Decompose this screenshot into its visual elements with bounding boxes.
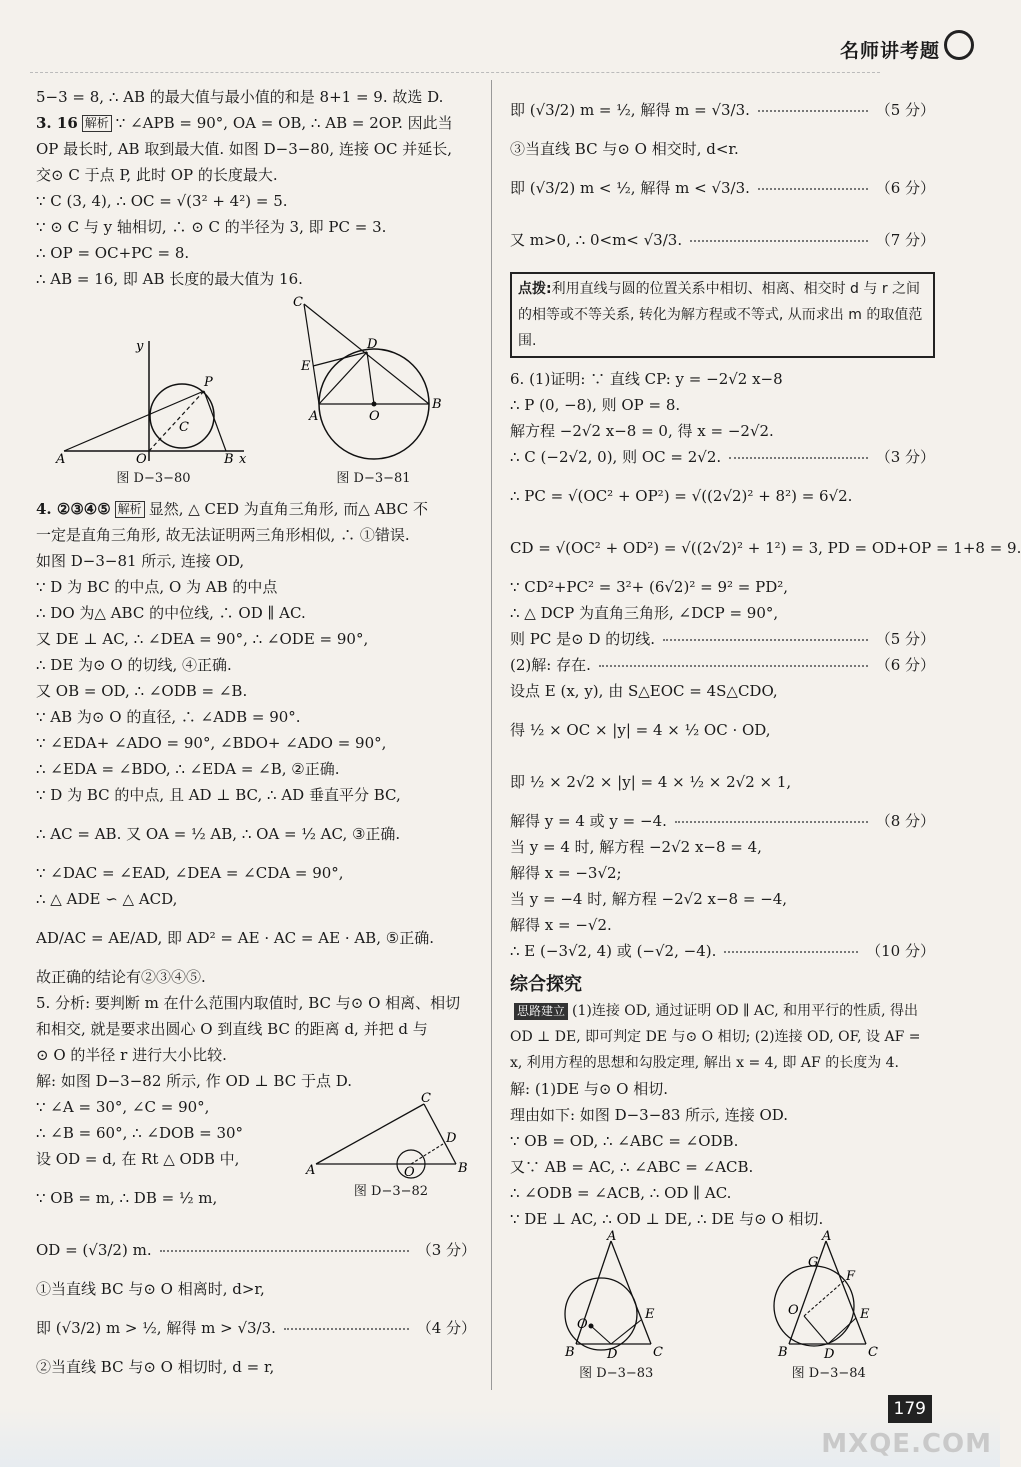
line-text: 5−3 = 8, ∴ AB 的最大值与最小值的和是 8+1 = 9. 故选 D. <box>36 88 444 106</box>
thinking-tag: 思路建立 <box>514 1003 568 1020</box>
text-line <box>36 652 476 678</box>
figure-80-caption: 图 D−3−80 <box>116 471 191 486</box>
dot-leader <box>729 456 868 459</box>
dot-leader <box>758 187 868 190</box>
line-text: ∴ OP = OC+PC = 8. <box>36 244 190 262</box>
page-number: 179 <box>888 1395 932 1423</box>
line-text: ∴ PC = √(OC² + OP²) = √((2√2)² + 8²) = 6√2. <box>510 487 853 505</box>
figure-83-graphic <box>551 1229 681 1362</box>
figure-80-graphic <box>54 336 254 466</box>
svg-text:B: B <box>458 1161 468 1176</box>
text-line <box>510 678 935 704</box>
text-line <box>36 266 476 292</box>
text-line <box>36 704 476 730</box>
line-text: ∵ ∠APB = 90°, OA = OB, ∴ AB = 2OP. 因此当 <box>115 114 453 132</box>
svg-text:C: C <box>178 420 189 435</box>
line-text: ∵ OB = OD, ∴ ∠ABC = ∠ODB. <box>510 1132 739 1150</box>
text-line <box>36 1302 476 1354</box>
tip-box <box>510 272 935 358</box>
line-text: 和相交, 就是要求出圆心 O 到直线 BC 的距离 d, 并把 d 与 <box>36 1020 428 1038</box>
line-text: CD = √(OC² + OD²) = √((2√2)² + 1²) = 3, PD = OD+OP = 1+8 = 9. <box>510 539 1021 557</box>
line-text: 则 PC 是⊙ D 的切线. <box>510 630 656 648</box>
text-line <box>36 600 476 626</box>
line-text: ∵ OB = m, ∴ DB = ½ m, <box>36 1189 218 1207</box>
score-mark: （8 分） <box>875 812 935 830</box>
line-text: ∵ C (3, 4), ∴ OC = √(3² + 4²) = 5. <box>36 192 288 210</box>
svg-text:D: D <box>446 1131 457 1146</box>
text-line <box>510 1206 935 1232</box>
text-line <box>36 110 476 136</box>
svg-text:C: C <box>653 1345 664 1360</box>
line-text: ∵ DE ⊥ AC, ∴ OD ⊥ DE, ∴ DE 与⊙ O 相切. <box>510 1210 824 1228</box>
text-line <box>510 418 935 444</box>
line-text: ∴ AC = AB. 又 OA = ½ AB, ∴ OA = ½ AC, ③正确. <box>36 825 401 843</box>
text-line <box>36 522 476 548</box>
svg-text:x: x <box>238 452 246 467</box>
line-text: 当 y = −4 时, 解方程 −2√2 x−8 = −4, <box>510 890 788 908</box>
text-line <box>510 1128 935 1154</box>
svg-text:E: E <box>645 1307 655 1322</box>
score-mark: （4 分） <box>416 1319 476 1337</box>
line-text: ∴ ∠EDA = ∠BDO, ∴ ∠EDA = ∠B, ②正确. <box>36 760 340 778</box>
text-line <box>36 990 476 1016</box>
line-text: 解方程 −2√2 x−8 = 0, 得 x = −2√2. <box>510 422 774 440</box>
svg-text:y: y <box>135 339 143 354</box>
line-text: ∵ CD²+PC² = 3²+ (6√2)² = 9² = PD², <box>510 578 789 596</box>
text-line <box>36 136 476 162</box>
analysis-tag: 解析 <box>115 501 145 518</box>
line-text: 当 y = 4 时, 解方程 −2√2 x−8 = 4, <box>510 838 762 856</box>
line-text: ∴ E (−3√2, 4) 或 (−√2, −4). <box>510 942 717 960</box>
figure-row-83-84 <box>510 1229 935 1387</box>
line-text: ∵ D 为 BC 的中点, 且 AD ⊥ BC, ∴ AD 垂直平分 BC, <box>36 786 401 804</box>
svg-text:O: O <box>577 1317 588 1332</box>
line-text: ①当直线 BC 与⊙ O 相离时, d>r, <box>36 1280 265 1298</box>
text-line <box>510 652 935 678</box>
text-line <box>510 1076 935 1102</box>
text-line <box>510 84 935 136</box>
svg-text:C: C <box>292 295 303 310</box>
line-text: 又 m>0, ∴ 0<m< √3/3. <box>510 231 683 249</box>
line-text: ∴ DO 为△ ABC 的中位线, ∴ OD ∥ AC. <box>36 604 306 622</box>
line-text: ③当直线 BC 与⊙ O 相交时, d<r. <box>510 140 739 158</box>
dot-leader <box>663 638 868 641</box>
problem-number: 3. 16 <box>36 114 78 132</box>
line-text: 解: (1)DE 与⊙ O 相切. <box>510 1080 668 1098</box>
text-line <box>36 886 476 912</box>
column-divider <box>491 80 492 1390</box>
svg-text:C: C <box>421 1091 431 1106</box>
text-line <box>36 1042 476 1068</box>
svg-text:B: B <box>565 1345 575 1360</box>
figure-d-3-83 <box>551 1229 681 1387</box>
line-text: 得 ½ × OC × |y| = 4 × ½ OC · OD, <box>510 721 771 739</box>
dot-leader <box>758 109 868 112</box>
text-line <box>510 574 935 600</box>
line-text: ∵ ∠A = 30°, ∠C = 90°, <box>36 1098 210 1116</box>
score-mark: （3 分） <box>875 448 935 466</box>
text-line <box>36 678 476 704</box>
text-line <box>36 912 476 964</box>
text-line <box>510 522 1021 574</box>
text-line <box>510 860 935 886</box>
score-mark: （6 分） <box>875 656 935 674</box>
line-text: 设点 E (x, y), 由 S△EOC = 4S△CDO, <box>510 682 778 700</box>
svg-text:A: A <box>55 452 65 467</box>
text-line <box>36 1016 476 1042</box>
line-text: 交⊙ C 于点 P, 此时 OP 的长度最大. <box>36 166 278 184</box>
text-line <box>510 886 935 912</box>
text-line <box>510 834 935 860</box>
figure-81-caption: 图 D−3−81 <box>336 471 411 486</box>
text-line <box>510 912 935 938</box>
text-line <box>510 444 935 470</box>
text-line <box>36 1224 476 1276</box>
text-line <box>36 756 476 782</box>
problem-number: 4. ②③④⑤ <box>36 500 111 518</box>
svg-text:D: D <box>607 1347 618 1362</box>
line-text: OD = (√3/2) m. <box>36 1241 152 1259</box>
brand-title: 名师讲考题 <box>839 40 940 62</box>
line-text: 又 DE ⊥ AC, ∴ ∠DEA = 90°, ∴ ∠ODE = 90°, <box>36 630 369 648</box>
text-line <box>510 1154 935 1180</box>
figure-d-3-84 <box>764 1229 894 1387</box>
line-text: 6. (1)证明: ∵ 直线 CP: y = −2√2 x−8 <box>510 370 783 388</box>
text-line <box>36 84 476 110</box>
text-line <box>510 366 935 392</box>
text-line <box>36 1354 476 1380</box>
score-mark: （3 分） <box>416 1241 476 1259</box>
line-text: AD/AC = AE/AD, 即 AD² = AE · AC = AE · AB, ⑤正确. <box>36 929 434 947</box>
text-line <box>36 1276 476 1302</box>
line-text: 解得 y = 4 或 y = −4. <box>510 812 667 830</box>
svg-text:B: B <box>431 397 442 412</box>
line-text: ∴ C (−2√2, 0), 则 OC = 2√2. <box>510 448 722 466</box>
svg-text:A: A <box>306 1163 316 1178</box>
line-text: 设 OD = d, 在 Rt △ ODB 中, <box>36 1150 240 1168</box>
line-text: ∴ ∠ODB = ∠ACB, ∴ OD ∥ AC. <box>510 1184 732 1202</box>
text-line <box>36 964 476 990</box>
svg-text:D: D <box>366 337 377 352</box>
text-line <box>510 136 935 162</box>
text-line <box>36 496 476 522</box>
text-line <box>510 162 935 214</box>
line-text: 即 ½ × 2√2 × |y| = 4 × ½ × 2√2 × 1, <box>510 773 792 791</box>
text-line <box>36 188 476 214</box>
score-mark: （10 分） <box>866 942 935 960</box>
text-line <box>36 730 476 756</box>
line-text: 如图 D−3−81 所示, 连接 OD, <box>36 552 245 570</box>
text-line <box>510 214 935 266</box>
score-mark: （5 分） <box>875 101 935 119</box>
text-line <box>36 162 476 188</box>
line-text: ∴ AB = 16, 即 AB 长度的最大值为 16. <box>36 270 303 288</box>
text-line <box>510 392 935 418</box>
line-text: ∴ DE 为⊙ O 的切线, ④正确. <box>36 656 232 674</box>
svg-text:A: A <box>607 1229 617 1244</box>
text-line <box>510 808 935 834</box>
line-text: ∴ △ ADE ∽ △ ACD, <box>36 890 178 908</box>
svg-text:O: O <box>368 409 380 424</box>
line-text: 解: 如图 D−3−82 所示, 作 OD ⊥ BC 于点 D. <box>36 1072 352 1090</box>
text-line <box>510 626 935 652</box>
figure-83-caption: 图 D−3−83 <box>579 1366 654 1381</box>
line-text: ∵ AB 为⊙ O 的直径, ∴ ∠ADB = 90°. <box>36 708 301 726</box>
tip-text: 利用直线与圆的位置关系中相切、相离、相交时 d 与 r 之间的相等或不等关系, 转化为解方程或不等式, 从而求出 m 的取值范围. <box>518 281 923 349</box>
thinking-text: (1)连接 OD, 通过证明 OD ∥ AC, 和用平行的性质, 得出 OD ⊥ DE, 即可判定 DE 与⊙ O 相切; (2)连接 OD, OF, 设 AF = x, 利用方程的思想和勾股定理, 解出 x = 4, 即 AF 的长度为 4. <box>510 1003 921 1071</box>
line-text: 理由如下: 如图 D−3−83 所示, 连接 OD. <box>510 1106 789 1124</box>
line-text: 解得 x = −√2. <box>510 916 612 934</box>
figure-d-3-81 <box>289 296 459 492</box>
brand-logo-icon <box>944 30 974 60</box>
text-line <box>510 1180 935 1206</box>
dot-leader <box>599 664 868 667</box>
text-line <box>510 704 935 756</box>
dot-leader <box>675 820 868 823</box>
watermark: MXQE.COM <box>821 1429 992 1459</box>
figure-81-graphic <box>289 296 459 466</box>
text-line <box>36 808 476 860</box>
text-line <box>510 1102 935 1128</box>
dot-leader <box>690 239 868 242</box>
dot-leader <box>284 1327 409 1330</box>
figure-d-3-80 <box>54 336 254 492</box>
text-line <box>36 1068 476 1094</box>
text-line <box>36 860 476 886</box>
svg-text:B: B <box>777 1345 788 1360</box>
dot-leader <box>160 1249 409 1252</box>
thinking-paragraph <box>510 998 935 1076</box>
figure-84-caption: 图 D−3−84 <box>791 1366 866 1381</box>
svg-text:O: O <box>787 1303 799 1318</box>
text-line <box>36 574 476 600</box>
svg-text:O: O <box>135 452 147 467</box>
line-text: 解得 x = −3√2; <box>510 864 622 882</box>
text-line <box>36 548 476 574</box>
figure-84-graphic <box>764 1229 894 1362</box>
line-text: (2)解: 存在. <box>510 656 591 674</box>
text-line <box>36 782 476 808</box>
line-text: 又∵ AB = AC, ∴ ∠ABC = ∠ACB. <box>510 1158 754 1176</box>
score-mark: （6 分） <box>875 179 935 197</box>
line-text: 即 (√3/2) m = ½, 解得 m = √3/3. <box>510 101 750 119</box>
svg-text:P: P <box>203 375 213 390</box>
line-text: ∵ ∠DAC = ∠EAD, ∠DEA = ∠CDA = 90°, <box>36 864 344 882</box>
svg-text:G: G <box>807 1255 819 1270</box>
line-text: ∵ D 为 BC 的中点, O 为 AB 的中点 <box>36 578 278 596</box>
score-mark: （5 分） <box>875 630 935 648</box>
svg-text:D: D <box>823 1347 835 1362</box>
text-line <box>36 626 476 652</box>
text-line <box>510 756 935 808</box>
dot-leader <box>724 950 858 953</box>
text-line <box>510 600 935 626</box>
line-text: 即 (√3/2) m < ½, 解得 m < √3/3. <box>510 179 750 197</box>
line-text: 显然, △ CED 为直角三角形, 而△ ABC 不 <box>148 500 428 518</box>
line-text: 一定是直角三角形, 故无法证明两三角形相似, ∴ ①错误. <box>36 526 410 544</box>
svg-text:E: E <box>859 1307 870 1322</box>
line-text: ⊙ O 的半径 r 进行大小比较. <box>36 1046 227 1064</box>
figure-d-3-82 <box>306 1091 476 1205</box>
svg-text:F: F <box>845 1269 855 1284</box>
figure-82-graphic <box>306 1091 476 1180</box>
tip-label: 点拨: <box>518 281 552 297</box>
section-title: 综合探究 <box>510 974 582 995</box>
line-text: OP 最长时, AB 取到最大值. 如图 D−3−80, 连接 OC 并延长, <box>36 140 453 158</box>
analysis-tag: 解析 <box>82 115 112 132</box>
svg-text:C: C <box>867 1345 878 1360</box>
line-text: 故正确的结论有②③④⑤. <box>36 968 206 986</box>
line-text: ②当直线 BC 与⊙ O 相切时, d = r, <box>36 1358 275 1376</box>
line-text: ∵ ∠EDA+ ∠ADO = 90°, ∠BDO+ ∠ADO = 90°, <box>36 734 387 752</box>
line-text: ∵ ⊙ C 与 y 轴相切, ∴ ⊙ C 的半径为 3, 即 PC = 3. <box>36 218 387 236</box>
score-mark: （7 分） <box>875 231 935 249</box>
svg-text:E: E <box>300 359 310 374</box>
svg-text:B: B <box>223 452 234 467</box>
line-text: ∴ △ DCP 为直角三角形, ∠DCP = 90°, <box>510 604 779 622</box>
left-column <box>36 84 476 1380</box>
figure-82-caption: 图 D−3−82 <box>353 1184 429 1199</box>
line-text: 5. 分析: 要判断 m 在什么范围内取值时, BC 与⊙ O 相离、相切 <box>36 994 461 1012</box>
line-text: 即 (√3/2) m > ½, 解得 m > √3/3. <box>36 1319 276 1337</box>
figure-row-80-81 <box>36 296 476 492</box>
line-text: ∴ P (0, −8), 则 OP = 8. <box>510 396 681 414</box>
text-line <box>510 470 935 522</box>
text-line <box>36 214 476 240</box>
line-text: 又 OB = OD, ∴ ∠ODB = ∠B. <box>36 682 248 700</box>
text-line <box>36 240 476 266</box>
svg-text:A: A <box>821 1229 832 1244</box>
text-line <box>510 938 935 964</box>
line-text: ∴ ∠B = 60°, ∴ ∠DOB = 30° <box>36 1124 244 1142</box>
header-rule <box>30 72 880 73</box>
svg-text:O: O <box>404 1165 415 1180</box>
right-column <box>510 84 1021 1391</box>
svg-text:A: A <box>308 409 318 424</box>
